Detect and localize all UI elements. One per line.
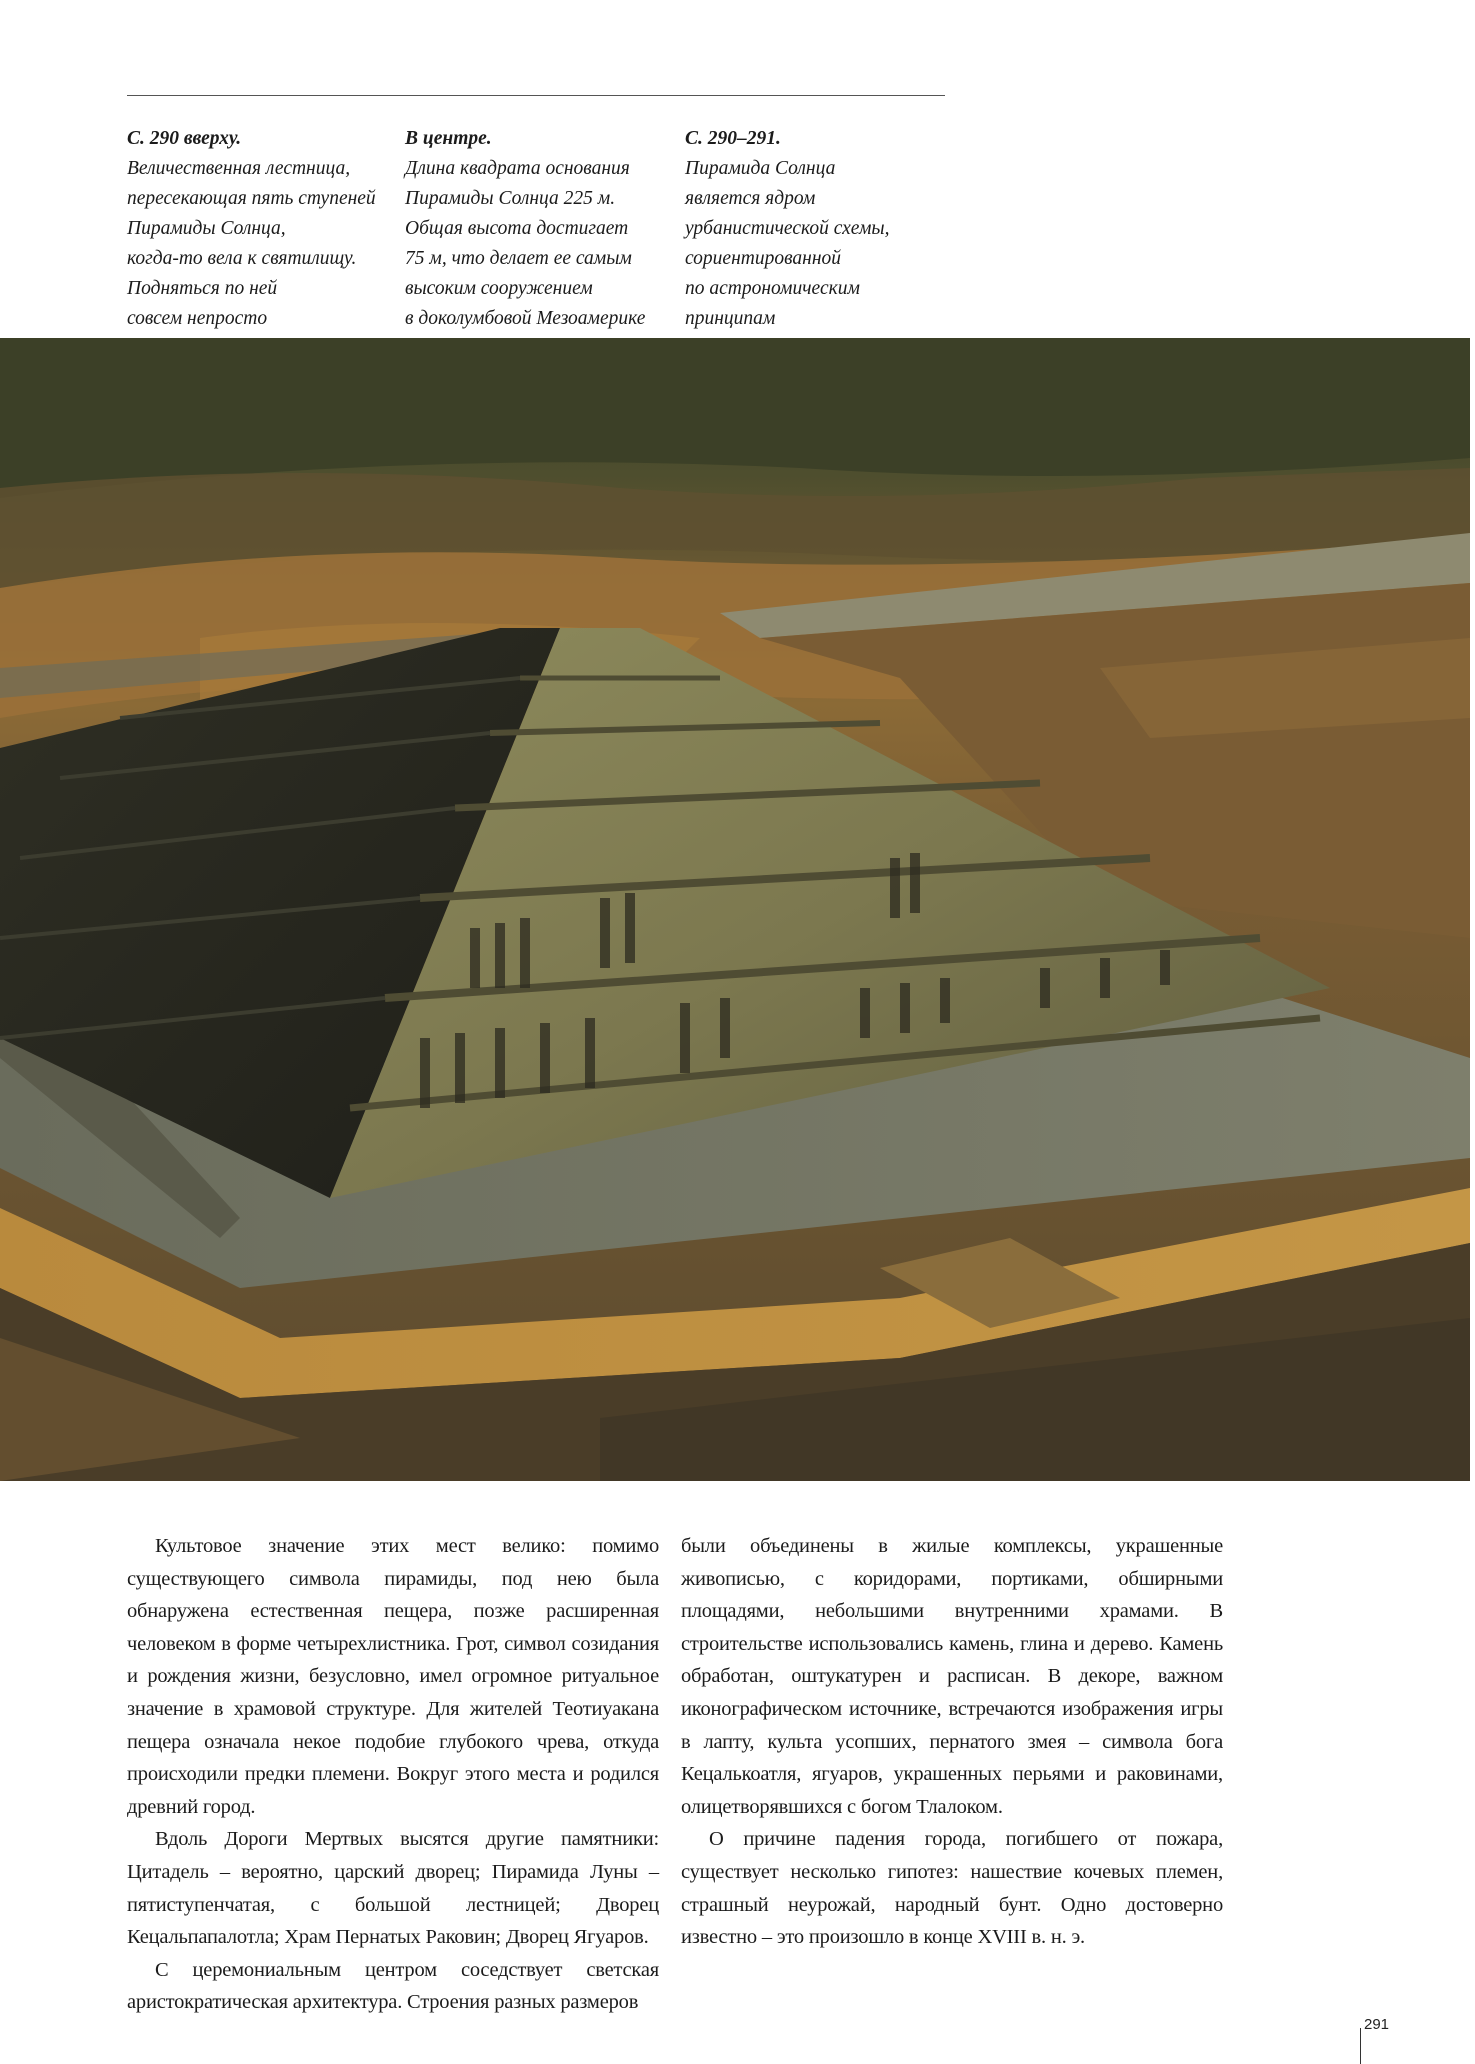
caption-line: 75 м, что делает ее самым (405, 248, 632, 269)
caption-line: является ядром (685, 188, 816, 209)
caption-line: совсем непросто (127, 308, 268, 329)
caption-line: Пирамиды Солнца, (127, 218, 286, 239)
caption-center (405, 124, 675, 334)
caption-line: принципам (685, 308, 776, 329)
body-paragraph: О причине падения города, погибшего от пожара, существует несколько гипотез: нашествие кочевых племен, страшный неурожай, народный бунт. Одно достоверно известно – это произошло в конце XVIII в. н. э. (681, 1828, 1223, 1949)
body-paragraph: Вдоль Дороги Мертвых высятся другие памятники: Цитадель – вероятно, царский дворец; Пирамида Луны – пятиступенчатая, с большой лестницей; Дворец Кецальпапалотла; Храм Пернатых Раковин; Дворец Ягуаров. (127, 1828, 659, 1949)
caption-line: пересекающая пять ступеней (127, 188, 376, 209)
captions-block (127, 124, 957, 334)
caption-line: Пирамида Солнца (685, 158, 836, 179)
caption-title: С. 290–291. (685, 128, 781, 149)
caption-line: по астрономическим (685, 278, 860, 299)
caption-line: Длина квадрата основания (405, 158, 630, 179)
caption-line: высоким сооружением (405, 278, 593, 299)
page-number: 291 (1364, 2016, 1390, 2033)
caption-line: в доколумбовой Мезоамерике (405, 308, 646, 329)
caption-line: Подняться по ней (127, 278, 278, 299)
caption-line: урбанистической схемы, (685, 218, 890, 239)
caption-line: сориентированной (685, 248, 842, 269)
caption-line: когда-то вела к святилищу. (127, 248, 357, 269)
page-number-rule (1360, 2028, 1361, 2064)
body-paragraph: Культовое значение этих мест велико: помимо существующего символа пирамиды, под нею была обнаружена естественная пещера, позже расширенная человеком в форме четырехлистника. Грот, символ созидания и рождения жизни, безусловно, имел огромное ритуальное значение в храмовой структуре. Для жителей Теотиуакана пещера означала некое подобие глубокого чрева, откуда происходили предки племени. Вокруг этого места и родился древний город. (127, 1535, 659, 1818)
body-paragraph-continued: были объединены в жилые комплексы, украшенные живописью, с коридорами, портиками, обширными площадями, небольшими внутренними храмами. В строительстве использовались камень, глина и дерево. Камень обработан, оштукатурен и расписан. В декоре, важном иконографическом источнике, встречаются изображения игры в лапту, культа усопших, пернатого змея – символа бога Кецалькоатля, ягуаров, украшенных перьями и раковинами, олицетворявшихся с богом Тлалоком. (681, 1535, 1223, 1818)
caption-spread (685, 124, 955, 334)
body-column-right (681, 1530, 1223, 1954)
body-paragraph: С церемониальным центром соседствует светская аристократическая архитектура. Строения разных размеров (127, 1958, 659, 2014)
caption-line: Общая высота достигает (405, 218, 629, 239)
body-column-left (127, 1530, 659, 2019)
pyramid-photo (0, 338, 1470, 1481)
caption-line: Пирамиды Солнца 225 м. (405, 188, 616, 209)
caption-title: С. 290 вверху. (127, 128, 242, 149)
caption-top (127, 124, 397, 334)
caption-line: Величественная лестница, (127, 158, 351, 179)
caption-title: В центре. (405, 128, 492, 149)
top-rule (127, 95, 945, 96)
